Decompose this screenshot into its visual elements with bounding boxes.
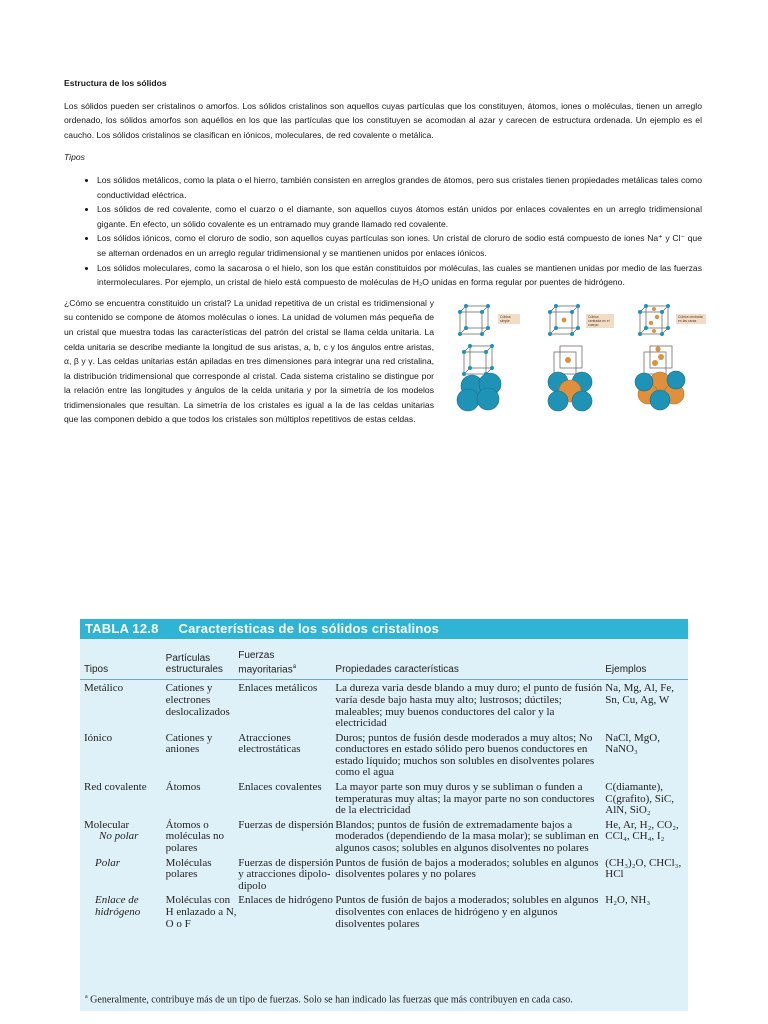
table-title: Características de los sólidos cristalinos <box>178 621 440 636</box>
list-item: • Los sólidos de red covalente, como el cuarzo o el diamante, son aquellos cuyos átomos están unidos por enlaces covalentes en un arreglo tridimensional gigante. En efecto, un sólido covalente es un entramado muy grande llamado red covalente. <box>97 202 702 231</box>
header-tipos: Tipos <box>80 639 166 680</box>
characteristics-table <box>80 639 688 930</box>
header-particulas <box>166 639 239 680</box>
cell-fuerzas: Fuerzas de dispersión y atracciones dipolo-dipolo <box>238 856 334 892</box>
tipos-list <box>64 173 702 290</box>
cell-ejemplos: He, Ar, H₂, CO₂, CCl₄, CH₄, I₂ <box>605 818 679 843</box>
table-row <box>80 855 688 893</box>
unit-cells-figure <box>452 302 718 412</box>
header-particulas-line1: Partículas <box>165 653 211 665</box>
cell-ejemplos: NaCl, MgO, NaNO₃ <box>605 731 660 756</box>
header-fuerzas <box>238 639 335 680</box>
cell-particulas: Átomos o moléculas no polares <box>165 818 225 855</box>
list-item: • Los sólidos metálicos, como la plata o el hierro, también consisten en arreglos grandes de átomos, pero sus cristales tienen propiedades metálicas tales como conductividad eléctrica. <box>97 173 702 202</box>
footnote-marker: a <box>85 993 88 1000</box>
cell-ejemplos: Na, Mg, Al, Fe, Sn, Cu, Ag, W <box>605 682 674 706</box>
header-propiedades: Propiedades características <box>335 639 605 680</box>
list-item: • Los sólidos moleculares, como la sacarosa o el hielo, son los que están constituidos por moléculas, las cuales se mantienen unidas por medio de las fuerzas intermoleculares. Por ejemplo, un cristal de hielo está compuesto de moléculas de H₂O unidas en forma regular por puentes de hidrógeno. <box>97 261 702 290</box>
list-item: • Los sólidos iónicos, como el cloruro de sodio, son aquellos cuyas partículas son iones. Un cristal de cloruro de sodio está compuesto de iones Na⁺ y Cl⁻ que se alternan ordenados en un arreglo regular tridimensional y se mantienen unidos por enlaces iónicos. <box>97 231 702 260</box>
header-fuerzas-line1: Fuerzas <box>238 650 275 661</box>
bcc-illustration <box>542 302 628 412</box>
cell-particulas: Átomos <box>165 781 201 794</box>
cell-propiedades: Blandos; puntos de fusión de extremadamente bajos a moderados (dependiendo de la masa molar); se subliman en algunos casos; solubles en algunos disolventes no polares <box>335 818 599 855</box>
tipos-label: Tipos <box>64 152 85 163</box>
cell-fuerzas: Atracciones electrostáticas <box>238 731 301 756</box>
intro-paragraph: Los sólidos pueden ser cristalinos o amorfos. Los sólidos cristalinos son aquellos cuyas partículas que los constituyen, átomos, iones o moléculas, tienen un arreglo ordenado, los sólidos amorfos son aquéllos en los que las partículas que los constituyen se acomodan al azar y carecen de estructura ordenada. Un ejemplo es el caucho. Los sólidos cristalinos se clasifican en iónicos, moleculares, de red covalente o metálica. <box>64 100 702 140</box>
table-row <box>80 779 688 817</box>
table-12-8 <box>80 619 688 1011</box>
cell-ejemplos: C(diamante), C(grafito), SiC, AlN, SiO₂ <box>605 781 674 817</box>
cell-particulas: Moléculas con H enlazado a N, O o F <box>165 894 237 930</box>
cell-tipo: Red covalente <box>84 781 147 794</box>
figure-label: Cúbica centrada en las caras <box>676 314 706 324</box>
cell-tipo: Enlace de hidrógeno <box>95 894 141 919</box>
fcc-illustration <box>632 302 718 412</box>
cell-tipo: Polar <box>95 856 121 869</box>
table-row <box>80 892 688 930</box>
footnote-text: Generalmente, contribuye más de un tipo de fuerzas. Solo se han indicado las fuerzas que más contribuyen en cada caso. <box>90 994 573 1005</box>
table-row <box>80 680 688 730</box>
cell-particulas: Cationes y electrones deslocalizados <box>165 682 230 718</box>
cell-tipo: Metálico <box>84 682 124 695</box>
header-fuerzas-text: mayoritarias <box>238 663 293 675</box>
cell-ejemplos: (CH₃)₂O, CHCl₃, HCl <box>605 856 682 881</box>
unit-cell-paragraph: ¿Cómo se encuentra constituido un cristal? La unidad repetitiva de un cristal es tridimensional y su contenido se compone de átomos moléculas o iones. La unidad de volumen más pequeña de un cristal que muestra todas las características del patrón del cristal se llama celda unitaria. La celda unitaria se describe mediante la longitud de sus aristas, a, b, c y los ángulos entre aristas, α, β y γ. Las celdas unitarias están apiladas en tres dimensiones para integrar una red cristalina, la distribución tridimensional que corresponde al cristal. Cada sistema cristalino se distingue por la relación entre las longitudes y ángulos de la celda unitaria y por la simetría de los modelos tridimensionales que resultan. La simetría de los cristales es igual a la de las celdas unitarias que las componen debido a que todos los cristales son múltiplos repetitivos de estas celdas. <box>64 297 434 425</box>
figure-label: Cúbica centrada en el cuerpo <box>586 314 614 328</box>
figure-label: Cúbica simple <box>498 314 520 324</box>
table-footnote <box>85 994 573 1005</box>
cell-fuerzas: Enlaces metálicos <box>238 682 318 695</box>
section-heading: Estructura de los sólidos <box>64 78 167 88</box>
cell-section <box>64 296 702 427</box>
cell-ejemplos: H₂O, NH₃ <box>605 894 651 907</box>
cell-propiedades: Puntos de fusión de bajos a moderados; solubles en algunos disolventes polares y no polares <box>335 856 599 881</box>
header-particulas-line2: estructurales <box>165 663 223 675</box>
cell-propiedades: Duros; puntos de fusión desde moderados a muy altos; No conductores en estado sólido pero buenos conductores en estado líquido; muchos son solubles en disolventes polares como el agua <box>335 731 595 779</box>
cell-propiedades: Puntos de fusión de bajos a moderados; solubles en algunos disolventes con enlaces de hidrógeno y en algunos disolventes polares <box>335 894 599 930</box>
cell-tipo <box>80 817 166 855</box>
header-ejemplos: Ejemplos <box>605 639 688 680</box>
cell-fuerzas: Fuerzas de dispersión <box>238 818 334 831</box>
cell-particulas: Moléculas polares <box>165 856 212 881</box>
cell-propiedades: La mayor parte son muy duros y se subliman o funden a temperaturas muy altas; la mayor parte no son conductores de la electricidad <box>335 781 595 817</box>
cell-fuerzas: Enlaces covalentes <box>238 781 322 794</box>
table-row <box>80 730 688 779</box>
header-fuerzas-line2 <box>238 662 335 676</box>
document-body <box>64 76 702 427</box>
cell-subtipo: No polar <box>99 830 139 843</box>
simple-cubic-illustration <box>452 302 538 412</box>
cell-fuerzas: Enlaces de hidrógeno <box>238 894 333 907</box>
table-number: TABLA 12.8 <box>85 621 159 636</box>
table-row <box>80 817 688 855</box>
table-header-row <box>80 639 688 680</box>
cell-tipo: Iónico <box>84 731 113 744</box>
cell-particulas: Cationes y aniones <box>165 731 213 756</box>
cell-tipo-main: Molecular <box>84 818 130 831</box>
header-fuerzas-sup: a <box>292 663 297 670</box>
cell-propiedades: La dureza varía desde blando a muy duro; el punto de fusión varía desde bajo hasta muy alto; lustrosos; dúctiles; maleables; muy buenos conductores del calor y la electricidad <box>335 682 603 730</box>
table-title-bar <box>80 619 688 639</box>
